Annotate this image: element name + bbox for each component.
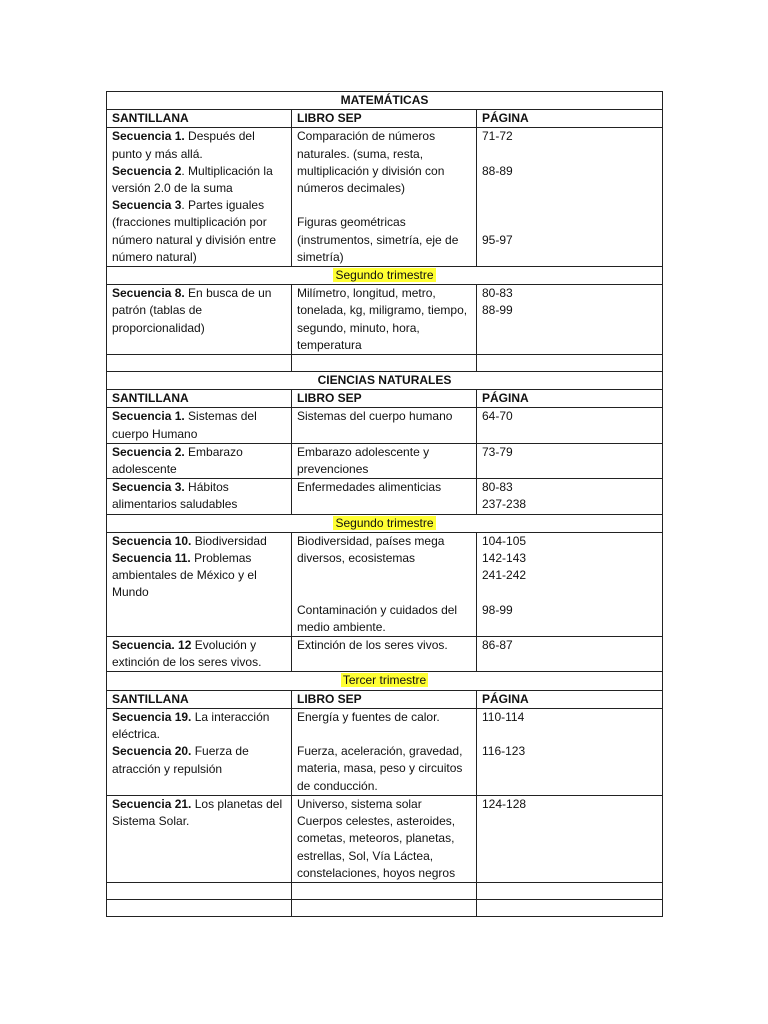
header-row — [107, 110, 663, 128]
santillana-cell — [107, 285, 292, 355]
sequence-label: Secuencia 2. — [112, 444, 185, 459]
table-row — [107, 637, 663, 672]
section-title-ciencias: CIENCIAS NATURALES — [107, 372, 663, 390]
sequence-text: Hábitos alimentarios saludables — [112, 480, 238, 512]
pagina-cell: 86-87 — [477, 637, 663, 672]
sequence-text: Los planetas del Sistema Solar. — [112, 796, 283, 829]
header-pagina: PÁGINA — [477, 110, 663, 128]
sequence-label: Secuencia 2 — [112, 163, 182, 178]
pagina-cell: 73-79 — [477, 443, 663, 478]
pagina-cell — [477, 479, 663, 514]
libro-sep-cell — [292, 128, 477, 267]
libro-sep-cell — [292, 708, 477, 795]
sequence-label: Secuencia. 12 — [112, 638, 192, 653]
page-range: 241-242 — [482, 568, 527, 583]
pagina-cell: 64-70 — [477, 408, 663, 443]
section-title-matematicas: MATEMÁTICAS — [107, 92, 663, 110]
header-libro-sep: LIBRO SEP — [292, 110, 477, 128]
table-row — [107, 479, 663, 514]
page-range: 98-99 — [482, 602, 513, 617]
libro-sep-cell — [292, 795, 477, 882]
libro-sep-cell: Enfermedades alimenticias — [292, 479, 477, 514]
trimester-label: Segundo trimestre — [335, 515, 434, 530]
libro-sep-cell: Embarazo adolescente y prevenciones — [292, 443, 477, 478]
topic-text: Biodiversidad, países mega diversos, ecosistemas — [297, 533, 445, 566]
table-row — [107, 532, 663, 636]
sequence-label: Secuencia 1. — [112, 409, 185, 424]
table-row — [107, 708, 663, 795]
sequence-label: Secuencia 11. — [112, 551, 191, 566]
topic-text: Energía y fuentes de calor. — [297, 709, 440, 724]
page-range: 80-83 — [482, 480, 513, 495]
empty-row — [107, 882, 663, 899]
section-title-row — [107, 372, 663, 390]
sequence-label: Secuencia 10. — [112, 533, 192, 548]
sequence-text: Problemas ambientales de México y el Mundo — [112, 551, 257, 600]
table-row — [107, 443, 663, 478]
trimester-label: Segundo trimestre — [335, 268, 434, 283]
libro-sep-cell — [292, 532, 477, 636]
topic-text: Fuerza, aceleración, gravedad, materia, masa, peso y circuitos de conducción. — [297, 744, 463, 793]
topic-text: Figuras geométricas (instrumentos, simetría, eje de simetría) — [297, 215, 459, 264]
sequence-label: Secuencia 20. — [112, 744, 192, 759]
header-pagina: PÁGINA — [477, 690, 663, 708]
curriculum-table — [106, 91, 663, 917]
pagina-cell — [477, 532, 663, 636]
santillana-cell — [107, 128, 292, 267]
sequence-text: Después del punto y más allá. — [112, 129, 255, 161]
santillana-cell — [107, 532, 292, 636]
santillana-cell — [107, 795, 292, 882]
topic-text: Comparación de números naturales. (suma, resta, multiplicación y división con números decimales) — [297, 129, 445, 196]
header-santillana: SANTILLANA — [107, 390, 292, 408]
topic-text: Universo, sistema solar — [297, 796, 422, 811]
santillana-cell — [107, 479, 292, 514]
header-santillana: SANTILLANA — [107, 110, 292, 128]
page-range: 142-143 — [482, 551, 527, 566]
santillana-cell — [107, 637, 292, 672]
santillana-cell — [107, 408, 292, 443]
page-range: 88-99 — [482, 303, 513, 318]
empty-row — [107, 355, 663, 372]
sequence-text: Sistemas del cuerpo Humano — [112, 409, 257, 441]
sequence-label: Secuencia 3. — [112, 480, 185, 495]
libro-sep-cell: Extinción de los seres vivos. — [292, 637, 477, 672]
sequence-text: La interacción eléctrica. — [112, 709, 270, 742]
topic-text: Contaminación y cuidados del medio ambiente. — [297, 602, 458, 634]
sequence-text: . Partes iguales (fracciones multiplicación por número natural y división entre número natural) — [112, 198, 277, 264]
santillana-cell — [107, 708, 292, 795]
santillana-cell — [107, 443, 292, 478]
empty-row — [107, 899, 663, 916]
sequence-text: Embarazo adolescente — [112, 444, 243, 477]
page-range: 104-105 — [482, 533, 527, 548]
pagina-cell — [477, 708, 663, 795]
sequence-text: Fuerza de atracción y repulsión — [112, 744, 249, 776]
sequence-label: Secuencia 21. — [112, 796, 192, 811]
pagina-cell — [477, 128, 663, 267]
page-range: 71-72 — [482, 129, 513, 144]
trimester-row — [107, 514, 663, 532]
sequence-label: Secuencia 8. — [112, 286, 185, 301]
sequence-label: Secuencia 3 — [112, 198, 182, 213]
pagina-cell — [477, 285, 663, 355]
sequence-label: Secuencia 19. — [112, 709, 192, 724]
header-row — [107, 390, 663, 408]
header-santillana: SANTILLANA — [107, 690, 292, 708]
page-range: 88-89 — [482, 163, 513, 178]
section-title-row — [107, 92, 663, 110]
page-range: 237-238 — [482, 497, 527, 512]
page-range: 110-114 — [482, 709, 525, 724]
header-row — [107, 690, 663, 708]
topic-text: Cuerpos celestes, asteroides, cometas, meteoros, planetas, estrellas, Sol, Vía Láctea, constelaciones, hoyos negros — [297, 814, 456, 880]
sequence-text: Biodiversidad — [191, 533, 267, 548]
libro-sep-cell: Milímetro, longitud, metro, tonelada, kg, miligramo, tiempo, segundo, minuto, hora, temperatura — [292, 285, 477, 355]
header-libro-sep: LIBRO SEP — [292, 690, 477, 708]
table-row — [107, 128, 663, 267]
sequence-text: En busca de un patrón (tablas de proporcionalidad) — [112, 286, 272, 335]
page-range: 80-83 — [482, 286, 513, 301]
table-row — [107, 795, 663, 882]
page-range: 95-97 — [482, 232, 513, 247]
trimester-row — [107, 672, 663, 690]
header-pagina: PÁGINA — [477, 390, 663, 408]
sequence-label: Secuencia 1. — [112, 129, 185, 144]
pagina-cell: 124-128 — [477, 795, 663, 882]
table-row — [107, 408, 663, 443]
trimester-row — [107, 267, 663, 285]
libro-sep-cell: Sistemas del cuerpo humano — [292, 408, 477, 443]
table-row — [107, 285, 663, 355]
trimester-label: Tercer trimestre — [342, 673, 427, 688]
page-range: 116-123 — [482, 744, 526, 759]
sequence-text: . Multiplicación la versión 2.0 de la suma — [112, 163, 273, 196]
sequence-text: Evolución y extinción de los seres vivos. — [112, 638, 262, 670]
header-libro-sep: LIBRO SEP — [292, 390, 477, 408]
